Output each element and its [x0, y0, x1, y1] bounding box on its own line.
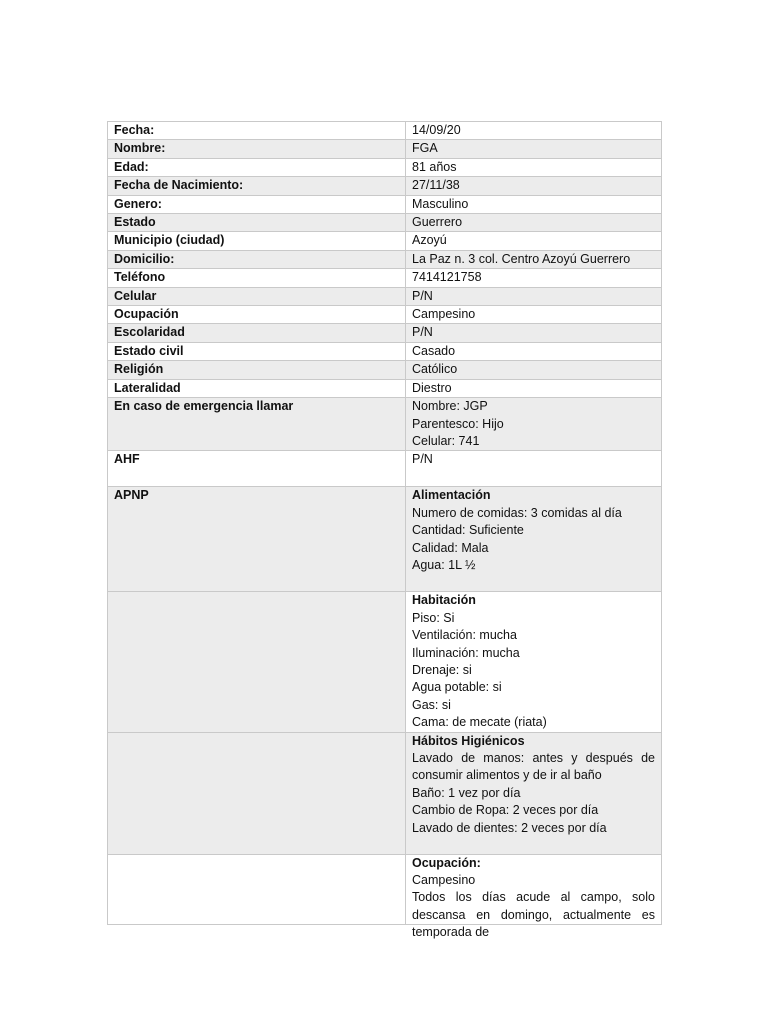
row-telefono: [108, 269, 662, 287]
field-value: 7414121758: [406, 269, 662, 287]
row-ahf: [108, 451, 662, 487]
section-paragraph: Todos los días acude al campo, solo descansa en domingo, actualmente es temporada de: [412, 890, 655, 940]
row-fecha-nacimiento: [108, 177, 662, 195]
row-estado-civil: [108, 342, 662, 360]
row-apnp-habitos: [108, 732, 662, 854]
field-value: 27/11/38: [406, 177, 662, 195]
section-title: Alimentación: [412, 488, 491, 503]
field-label: Municipio (ciudad): [108, 232, 406, 250]
field-label: Religión: [108, 361, 406, 379]
ocupacion-section: [406, 854, 662, 940]
section-line: Drenaje: si: [412, 662, 472, 677]
row-domicilio: [108, 250, 662, 268]
field-label: Ocupación: [108, 306, 406, 324]
section-line: Cambio de Ropa: 2 veces por día: [412, 803, 599, 818]
field-label: Edad:: [108, 158, 406, 176]
section-line: Piso: Si: [412, 610, 455, 625]
emergency-name: Nombre: JGP: [412, 399, 488, 414]
field-value: Masculino: [406, 195, 662, 213]
row-apnp-habitacion: [108, 592, 662, 732]
field-value: P/N: [406, 287, 662, 305]
section-title: Ocupación:: [412, 855, 481, 870]
row-celular: [108, 287, 662, 305]
field-label: APNP: [108, 487, 406, 592]
section-line: Ventilación: mucha: [412, 628, 517, 643]
field-value: [406, 398, 662, 451]
field-value: Campesino: [406, 306, 662, 324]
section-line: Iluminación: mucha: [412, 645, 520, 660]
apnp-label-continued: [108, 592, 406, 732]
apnp-label-continued: [108, 854, 406, 924]
field-value: 81 años: [406, 158, 662, 176]
field-label: Fecha de Nacimiento:: [108, 177, 406, 195]
field-value: Guerrero: [406, 214, 662, 232]
section-line: Cantidad: Suficiente: [412, 523, 524, 538]
field-label: Estado civil: [108, 342, 406, 360]
row-emergencia: [108, 398, 662, 451]
field-label: Nombre:: [108, 140, 406, 158]
field-value: P/N: [406, 451, 662, 487]
section-line: Calidad: Mala: [412, 540, 489, 555]
field-value: Casado: [406, 342, 662, 360]
row-lateralidad: [108, 379, 662, 397]
field-value: Azoyú: [406, 232, 662, 250]
section-line: Numero de comidas: 3 comidas al día: [412, 505, 622, 520]
field-value: P/N: [406, 324, 662, 342]
row-religion: [108, 361, 662, 379]
patient-data-table: [107, 121, 662, 940]
row-municipio: [108, 232, 662, 250]
alimentacion-section: [406, 487, 662, 592]
row-edad: [108, 158, 662, 176]
field-value: Católico: [406, 361, 662, 379]
row-fecha: [108, 122, 662, 140]
section-line: Gas: si: [412, 697, 451, 712]
section-line: Agua potable: si: [412, 680, 502, 695]
habitacion-section: [406, 592, 662, 732]
field-label: Lateralidad: [108, 379, 406, 397]
row-apnp-ocupacion: [108, 854, 662, 924]
section-line: Baño: 1 vez por día: [412, 785, 521, 800]
field-label: Estado: [108, 214, 406, 232]
row-escolaridad: [108, 324, 662, 342]
field-value: 14/09/20: [406, 122, 662, 140]
section-paragraph: Lavado de manos: antes y después de consumir alimentos y de ir al baño: [412, 750, 655, 783]
field-label: Genero:: [108, 195, 406, 213]
field-value: La Paz n. 3 col. Centro Azoyú Guerrero: [406, 250, 662, 268]
row-estado: [108, 214, 662, 232]
field-label: AHF: [108, 451, 406, 487]
field-value: FGA: [406, 140, 662, 158]
apnp-label-continued: [108, 732, 406, 854]
field-label: Domicilio:: [108, 250, 406, 268]
ocupacion-content: [412, 855, 655, 940]
section-line: Campesino: [412, 872, 476, 887]
field-label: Celular: [108, 287, 406, 305]
section-line: Lavado de dientes: 2 veces por día: [412, 820, 607, 835]
field-label: Teléfono: [108, 269, 406, 287]
section-title: Habitación: [412, 593, 476, 608]
section-title: Hábitos Higiénicos: [412, 733, 525, 748]
field-label: En caso de emergencia llamar: [108, 398, 406, 451]
row-nombre: [108, 140, 662, 158]
row-genero: [108, 195, 662, 213]
field-label: Escolaridad: [108, 324, 406, 342]
section-line: Agua: 1L ½: [412, 557, 476, 572]
field-value: Diestro: [406, 379, 662, 397]
section-line: Cama: de mecate (riata): [412, 715, 547, 730]
row-ocupacion: [108, 306, 662, 324]
emergency-phone: Celular: 741: [412, 433, 480, 448]
field-label: Fecha:: [108, 122, 406, 140]
emergency-relation: Parentesco: Hijo: [412, 416, 504, 431]
row-apnp-alimentacion: [108, 487, 662, 592]
habitos-section: [406, 732, 662, 854]
